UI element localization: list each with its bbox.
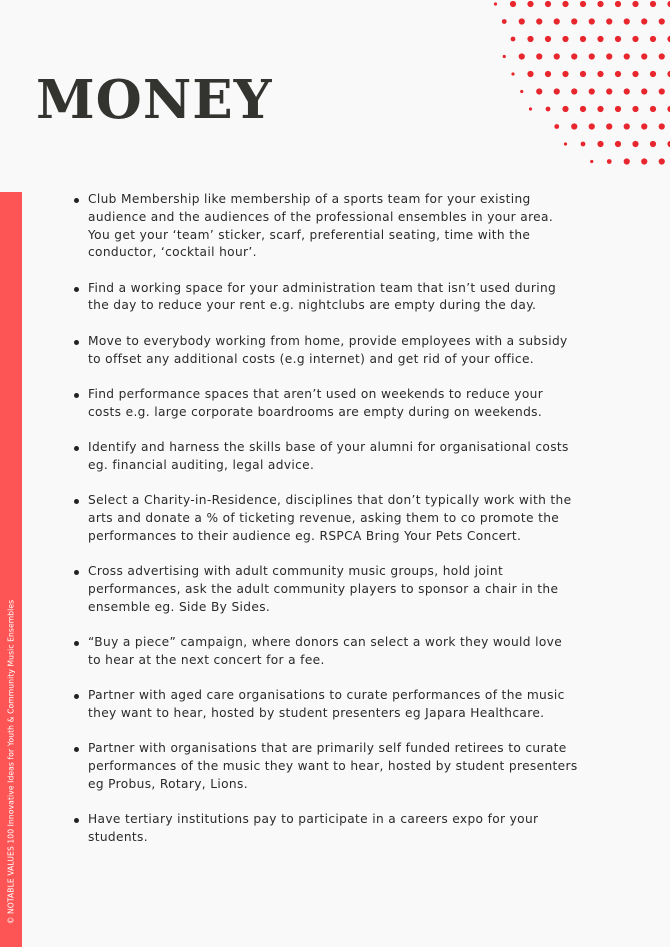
dot (597, 36, 603, 42)
list-item (88, 687, 578, 723)
dot (536, 18, 542, 24)
dot (659, 88, 665, 94)
dot (650, 71, 656, 77)
dot (502, 19, 507, 24)
dot (590, 160, 593, 163)
dot (581, 142, 586, 147)
bullet-icon (74, 340, 79, 345)
dot (632, 106, 638, 112)
list-item-text: Select a Charity-in-Residence, disciplines that don’t typically work with the arts and donate a % of ticketing revenue, asking them to co promote the performances to their audience eg. RSPCA Bring Your Pets Concert. (88, 493, 572, 543)
dot (641, 88, 647, 94)
dot (545, 36, 551, 42)
list-item (88, 280, 578, 316)
dot (589, 53, 595, 59)
dot (641, 123, 647, 129)
dot (597, 141, 603, 147)
list-item (88, 634, 578, 670)
copyright-vertical-text: © NOTABLE VALUES 100 Innovative Ideas for Youth & Community Music Ensembles (6, 599, 16, 925)
ideas-list (88, 191, 578, 864)
dot (624, 158, 630, 164)
dot (615, 141, 621, 147)
list-item-text: Partner with organisations that are primarily self funded retirees to curate performances of the music they want to hear, hosted by student presenters eg Probus, Rotary, Lions. (88, 741, 578, 791)
dot (527, 71, 533, 77)
dot (615, 106, 621, 112)
dot (494, 2, 497, 5)
list-item-text: Partner with aged care organisations to curate performances of the music they want to hear, hosted by student presenters eg Japara Healthcare. (88, 687, 565, 720)
dot (589, 18, 595, 24)
dot (546, 107, 551, 112)
dot (624, 88, 630, 94)
dot (624, 18, 630, 24)
dot (536, 88, 542, 94)
list-item (88, 563, 578, 616)
dot (589, 88, 595, 94)
bullet-icon (74, 446, 79, 451)
dot (606, 123, 612, 129)
accent-side-bar (0, 192, 22, 947)
list-item-text: Cross advertising with adult community music groups, hold joint performances, ask the adult community players to sponsor a chair in the ensemble eg. Side By Sides. (88, 563, 559, 614)
dot (650, 1, 656, 7)
bullet-icon (74, 694, 79, 699)
dot (650, 106, 656, 112)
list-item (88, 386, 578, 422)
dot (562, 71, 568, 77)
dot (624, 53, 630, 59)
dot (580, 106, 586, 112)
dot (580, 36, 586, 42)
dot (624, 123, 630, 129)
dot (564, 142, 567, 145)
dot (545, 71, 551, 77)
list-item-text: Find a working space for your administration team that isn’t used during the day to reduce your rent e.g. nightclubs are empty during the day. (88, 280, 557, 313)
dot (650, 141, 656, 147)
bullet-icon (74, 499, 79, 504)
page-title: MONEY (36, 69, 273, 131)
dot (659, 18, 665, 24)
dot (503, 55, 506, 58)
dot (562, 36, 568, 42)
dot (554, 53, 560, 59)
dot (580, 1, 586, 7)
dot (641, 158, 647, 164)
dot (519, 53, 525, 59)
dot (606, 53, 612, 59)
dot (659, 158, 665, 164)
dot (571, 53, 577, 59)
dot (632, 141, 638, 147)
list-item (88, 191, 578, 262)
bullet-icon (74, 287, 79, 292)
dot (571, 18, 577, 24)
list-item-text: Identify and harness the skills base of your alumni for organisational costs eg. financial auditing, legal advice. (88, 439, 569, 472)
dot (659, 53, 665, 59)
dot (606, 18, 612, 24)
list-item-text: “Buy a piece” campaign, where donors can select a work they would love to hear at the next concert for a fee. (88, 634, 563, 667)
dot (632, 71, 638, 77)
dot (659, 123, 665, 129)
dot (615, 71, 621, 77)
dot (580, 71, 586, 77)
dot (589, 123, 595, 129)
dot (527, 36, 533, 42)
list-item (88, 439, 578, 475)
list-item-text: Club Membership like membership of a sports team for your existing audience and the audiences of the professional ensembles in your area. You get your ‘team’ sticker, scarf, preferential seating, time with the conductor, ‘cocktail hour’. (88, 192, 554, 260)
dot (554, 124, 559, 129)
dot (527, 1, 533, 7)
dot (519, 18, 525, 24)
dot (597, 106, 603, 112)
dot (554, 88, 560, 94)
bullet-icon (74, 393, 79, 398)
bullet-icon (74, 747, 79, 752)
dot (641, 53, 647, 59)
bullet-icon (74, 198, 79, 203)
list-item-text: Have tertiary institutions pay to participate in a careers expo for your students. (88, 811, 539, 844)
dot (529, 107, 532, 110)
dot (615, 36, 621, 42)
dot (511, 37, 516, 42)
dot (606, 88, 612, 94)
bullet-icon (74, 818, 79, 823)
list-item (88, 492, 578, 545)
dot (554, 18, 560, 24)
dot (520, 90, 523, 93)
dot (597, 71, 603, 77)
dot (597, 1, 603, 7)
dot (510, 1, 516, 7)
bullet-icon (74, 641, 79, 646)
bullet-icon (74, 570, 79, 575)
dot (571, 123, 577, 129)
dot (641, 18, 647, 24)
dot (650, 36, 656, 42)
dot (545, 1, 551, 7)
dot (536, 53, 542, 59)
dot (562, 106, 568, 112)
decorative-dot-pattern (470, 0, 670, 170)
dot (511, 72, 514, 75)
list-item (88, 333, 578, 369)
list-item-text: Move to everybody working from home, provide employees with a subsidy to offset any additional costs (e.g internet) and get rid of your office. (88, 333, 568, 366)
dot (632, 36, 638, 42)
dot (615, 1, 621, 7)
dot (571, 88, 577, 94)
dot (607, 159, 612, 164)
list-item (88, 740, 578, 793)
list-item-text: Find performance spaces that aren’t used on weekends to reduce your costs e.g. large corporate boardrooms are empty during on weekends. (88, 386, 544, 419)
dot (632, 1, 638, 7)
list-item (88, 811, 578, 847)
dot (562, 1, 568, 7)
